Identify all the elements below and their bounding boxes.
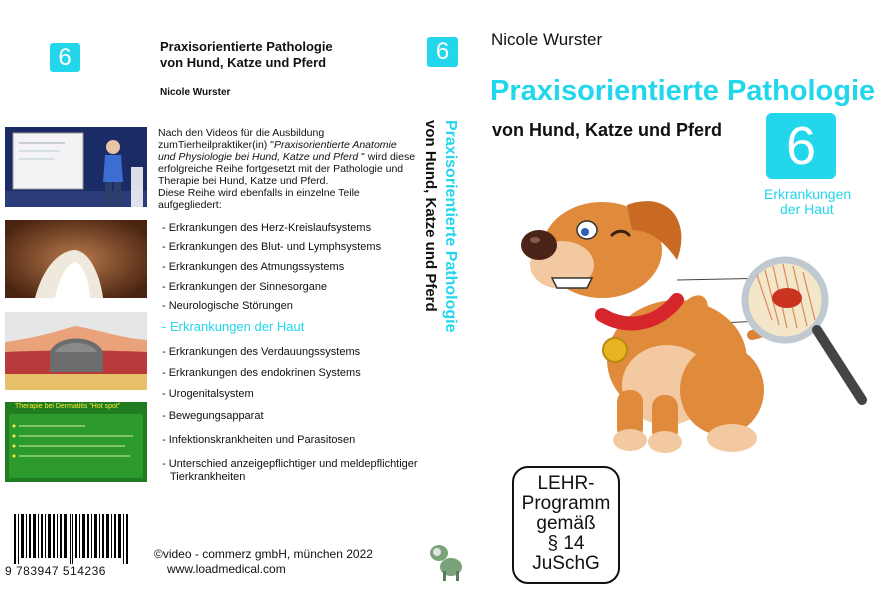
website-link[interactable]: www.loadmedical.com — [167, 562, 286, 576]
intro-line4: erfolgreiche Reihe fortgesetzt mit der Pathologie und — [158, 163, 404, 175]
front-volume-badge: 6 — [766, 113, 836, 179]
intro-line3-a: und Physiologie bei Hund, Katze und Pferd — [158, 151, 359, 163]
front-topic-line2: der Haut — [780, 201, 834, 217]
topic-item: - Unterschied anzeigepflichtiger und meldepflichtiger — [162, 458, 418, 470]
topic-item: - Bewegungsapparat — [162, 410, 264, 422]
lehr-line: gemäß — [536, 513, 596, 534]
intro-line2 — [158, 139, 418, 151]
spine-volume-badge: 6 — [427, 37, 458, 67]
topic-item: - Erkrankungen des Herz-Kreislaufsystems — [162, 222, 372, 234]
front-subtitle: von Hund, Katze und Pferd — [492, 120, 723, 140]
thumb-skin-diagram — [5, 312, 147, 390]
copyright-line: ©video - commerz gmbH, münchen 2022 — [154, 547, 373, 561]
topic-item: - Erkrankungen des Verdauungssystems — [162, 346, 361, 358]
spine-title-line2: von Hund, Katze und Pferd — [422, 120, 439, 312]
barcode — [14, 514, 132, 564]
back-volume-badge: 6 — [50, 43, 80, 72]
front-author: Nicole Wurster — [491, 30, 603, 49]
intro-line2-b: Praxisorientierte Anatomie — [273, 139, 397, 151]
intro-line2-a: zumTierheilpraktiker(in) " — [158, 139, 274, 151]
topic-item: - Erkrankungen der Sinnesorgane — [162, 281, 328, 293]
spine-title-block — [420, 120, 460, 333]
front-topic-line1: Erkrankungen — [764, 186, 852, 202]
barcode-bars — [14, 514, 132, 564]
spine-logo-icon — [423, 541, 469, 581]
thumb-therapy-slide — [5, 402, 147, 482]
spine-title — [412, 120, 460, 450]
intro-line3 — [158, 151, 418, 163]
series-line1: Diese Reihe wird ebenfalls in einzelne Teile — [158, 187, 360, 199]
thumb-lecture — [5, 127, 147, 207]
topic-item: - Infektionskrankheiten und Parasitosen — [162, 434, 356, 446]
topic-item: - Neurologische Störungen — [162, 300, 293, 312]
topic-item: Tierkrankheiten — [170, 471, 246, 483]
scratching-dog-icon — [517, 190, 872, 460]
topic-item-highlighted: - Erkrankungen der Haut — [162, 319, 305, 334]
intro-line1: Nach den Videos für die Ausbildung — [158, 127, 325, 139]
thumb-dog-fur — [5, 220, 147, 298]
dog-illustration — [517, 190, 872, 460]
back-title-line2: von Hund, Katze und Pferd — [160, 55, 327, 70]
topic-item: - Erkrankungen des endokrinen Systems — [162, 367, 361, 379]
lehr-line: Programm — [521, 493, 611, 514]
series-line2: aufgegliedert: — [158, 199, 222, 211]
intro-line3-b: " wird diese — [358, 151, 416, 163]
lehr-line: LEHR- — [537, 473, 595, 494]
lehr-line: JuSchG — [532, 553, 600, 574]
lehrprogramm-badge — [512, 466, 620, 584]
barcode-number: 9 783947 514236 — [5, 564, 106, 578]
intro-line5: Therapie bei Hund, Katze und Pferd. — [158, 175, 329, 187]
topic-item: - Erkrankungen des Blut- und Lymphsystems — [162, 241, 382, 253]
front-title: Praxisorientierte Pathologie — [490, 75, 876, 107]
thumb-therapy-title: Therapie bei Dermatitis "Hot spot" — [15, 403, 121, 410]
topic-item: - Urogenitalsystem — [162, 388, 254, 400]
back-title-line1: Praxisorientierte Pathologie — [160, 39, 333, 54]
back-author: Nicole Wurster — [160, 87, 231, 98]
spine-title-line1: Praxisorientierte Pathologie — [442, 120, 459, 333]
topic-item: - Erkrankungen des Atmungssystems — [162, 261, 345, 273]
lehr-line: § 14 — [547, 533, 585, 554]
